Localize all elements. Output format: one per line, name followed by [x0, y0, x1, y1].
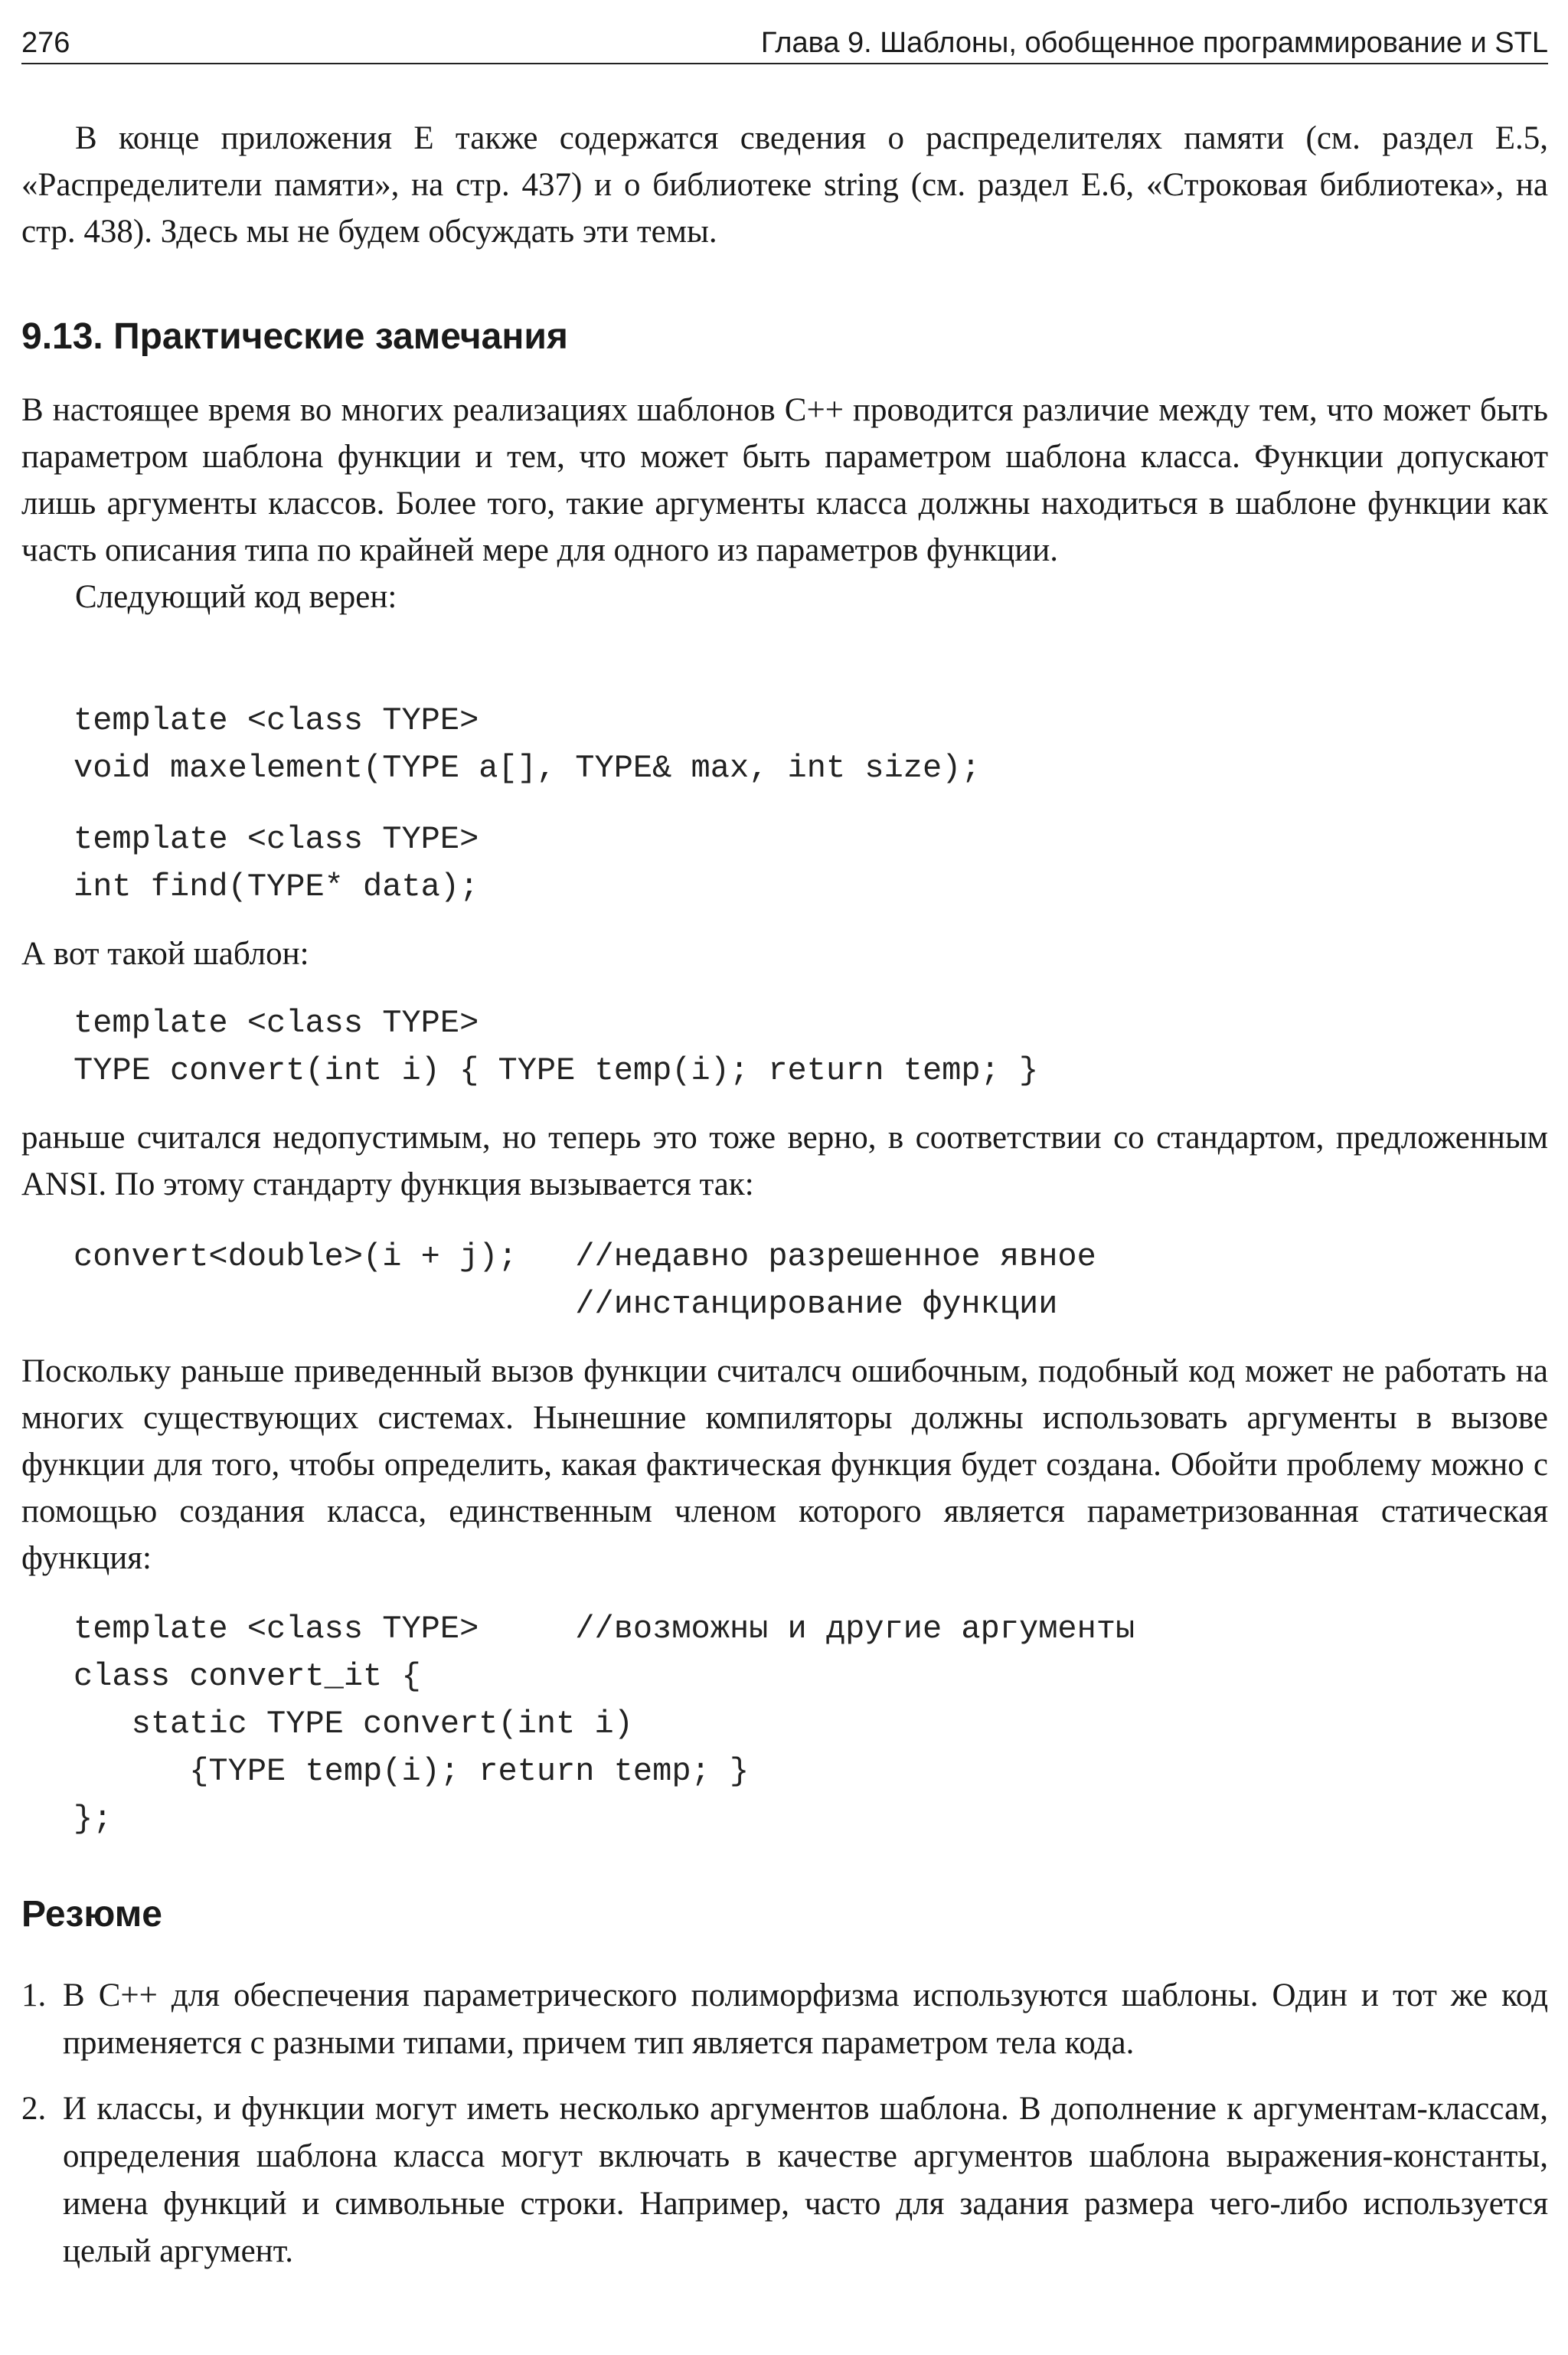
- summary-list: [21, 1972, 1548, 2275]
- list-item-text: И классы, и функции могут иметь несколько аргументов шаблона. В дополнение к аргументам-классам, определения шаблона класса могут включать в качестве аргументов шаблона выражения-константы, имена функций и символьные строки. Например, часто для задания размера чего-либо используется целый аргумент.: [63, 2091, 1548, 2269]
- section-heading-block: [21, 314, 1548, 360]
- list-item-number: 2.: [21, 2091, 47, 2127]
- code-snippet-4: convert<double>(i + j); //недавно разрешенное явное //инстанцирование функции: [74, 1238, 1096, 1323]
- intro-paragraph: В конце приложения Е также содержатся сведения о распределителях памяти (см. раздел Е.5, «Распределители памяти», на стр. 437) и о библиотеке string (см. раздел Е.6, «Строковая библиотека», на стр. 438). Здесь мы не будем обсуждать эти темы.: [21, 120, 1548, 250]
- section-paragraph-4: раньше считался недопустимым, но теперь это тоже верно, в соответствии со стандартом, предложенным ANSI. По этому стандарту функция вызывается так:: [21, 1120, 1548, 1202]
- section-body-3: [21, 1114, 1548, 1208]
- section-paragraph-2: Следующий код верен:: [75, 579, 397, 615]
- list-item-number: 1.: [21, 1977, 47, 2013]
- section-paragraph-5: Поскольку раньше приведенный вызов функции считалсч ошибочным, подобный код может не работать на многих существующих системах. Нынешние компиляторы должны использовать аргументы в вызове функции для того, чтобы определить, какая фактическая функция будет создана. Обойти проблему можно с помощью создания класса, единственным членом которого является параметризованная статическая функция:: [21, 1353, 1548, 1576]
- chapter-title: Глава 9. Шаблоны, обобщенное программирование и STL: [760, 27, 1548, 59]
- code-block-2: [74, 816, 1528, 911]
- code-block-3: [74, 999, 1528, 1094]
- code-block-4: [74, 1233, 1528, 1328]
- code-snippet-5: template <class TYPE> //возможны и другие аргументы class convert_it { static TYPE convert(int i) {TYPE temp(i); return temp; } };: [74, 1611, 1135, 1837]
- code-snippet-1: template <class TYPE> void maxelement(TYPE a[], TYPE& max, int size);: [74, 702, 981, 787]
- summary-heading: Резюме: [21, 1894, 162, 1935]
- intro-block: [21, 115, 1548, 255]
- section-paragraph-1: В настоящее время во многих реализациях шаблонов С++ проводится различие между тем, что может быть параметром шаблона функции и тем, что может быть параметром шаблона класса. Функции допускают лишь аргументы классов. Более того, такие аргументы класса должны находиться в шаблоне функции как часть описания типа по крайней мере для одного из параметров функции.: [21, 392, 1548, 568]
- summary-heading-block: [21, 1892, 1548, 1938]
- list-item: [21, 1972, 1548, 2067]
- section-body-2: [21, 931, 1548, 977]
- summary-list-block: [21, 1972, 1548, 2275]
- list-item: [21, 2085, 1548, 2275]
- code-block-5: [74, 1605, 1528, 1843]
- list-item-text: В С++ для обеспечения параметрического полиморфизма используются шаблоны. Один и тот же код применяется с разными типами, причем тип является параметром тела кода.: [63, 1977, 1548, 2061]
- section-paragraph-3: А вот такой шаблон:: [21, 936, 309, 972]
- code-block-1: [74, 697, 1528, 792]
- code-snippet-3: template <class TYPE> TYPE convert(int i) { TYPE temp(i); return temp; }: [74, 1005, 1039, 1089]
- code-snippet-2: template <class TYPE> int find(TYPE* data);: [74, 821, 479, 905]
- running-header: [21, 26, 1548, 64]
- section-body-4: [21, 1348, 1548, 1581]
- section-heading: 9.13. Практические замечания: [21, 316, 568, 357]
- page-number: 276: [21, 27, 70, 59]
- section-body-1: [21, 387, 1548, 620]
